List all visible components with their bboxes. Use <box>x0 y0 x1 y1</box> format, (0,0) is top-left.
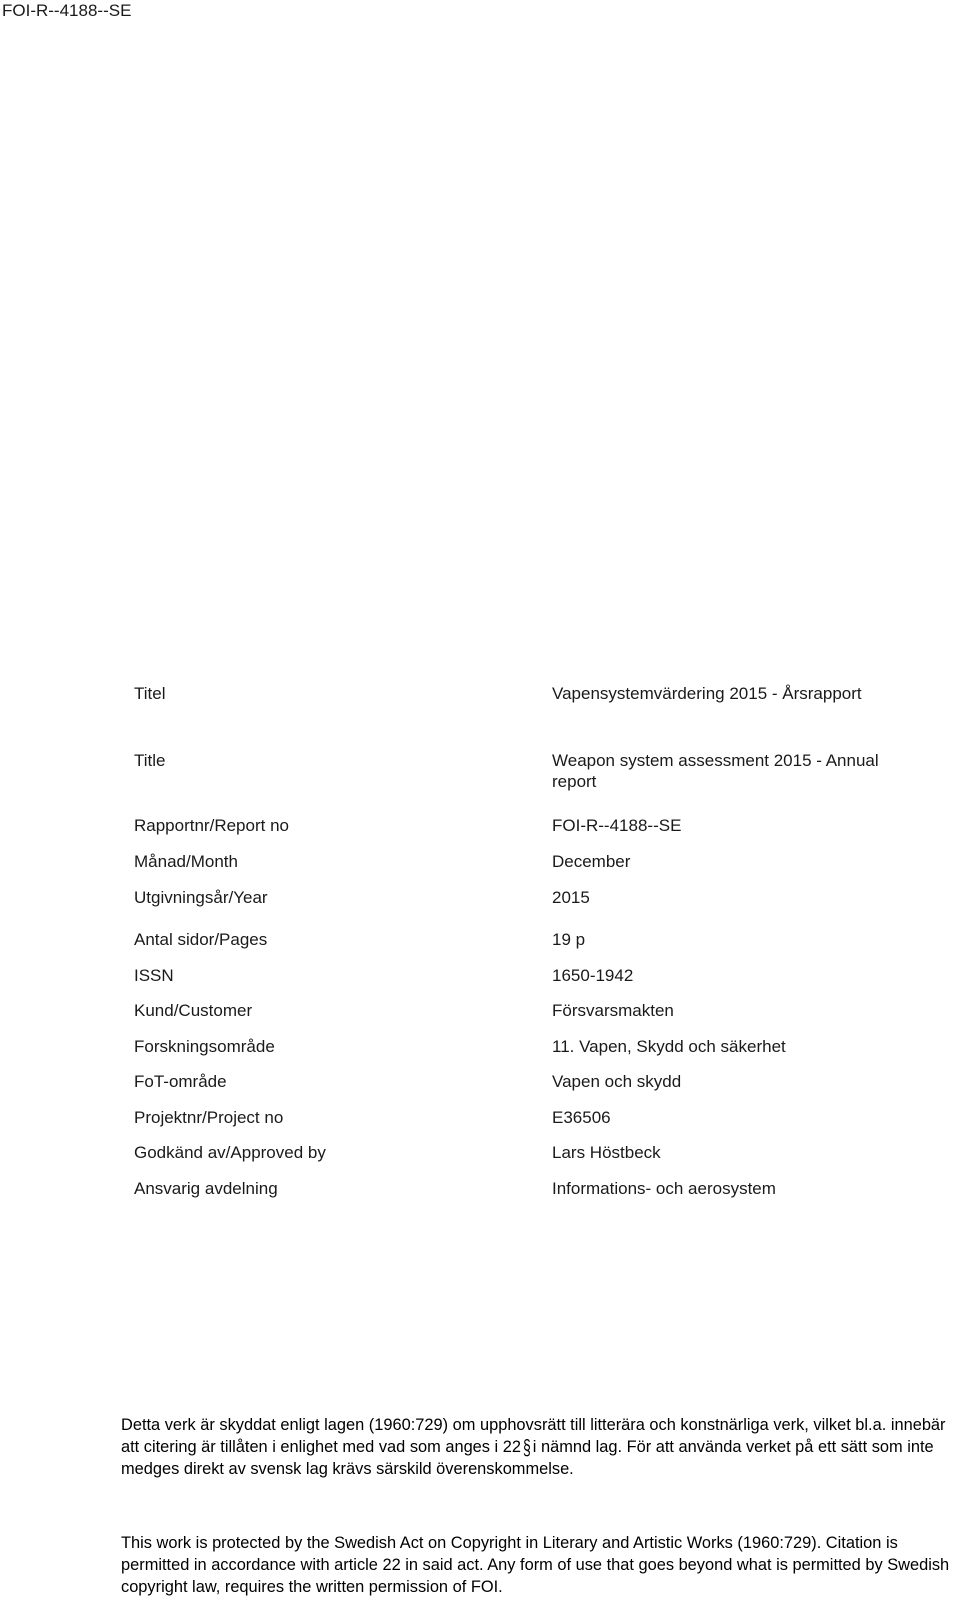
label-pages: Antal sidor/Pages <box>134 930 268 949</box>
label-month: Månad/Month <box>134 852 238 871</box>
label-report-no: Rapportnr/Report no <box>134 816 289 835</box>
label-department: Ansvarig avdelning <box>134 1179 278 1198</box>
label-project-no: Projektnr/Project no <box>134 1108 284 1127</box>
value-approved-by: Lars Höstbeck <box>552 1143 661 1162</box>
value-month: December <box>552 852 631 871</box>
value-customer: Försvarsmakten <box>552 1001 674 1020</box>
value-research-area: 11. Vapen, Skydd och säkerhet <box>552 1037 786 1056</box>
value-department: Informations- och aerosystem <box>552 1179 776 1198</box>
label-issn: ISSN <box>134 966 174 985</box>
copyright-swedish-part1: Detta verk är skyddat enligt lagen (1960:729) om upphovsrätt till litterära och konstnärliga verk, vilket bl.a. innebär att citering är tillåten i enlighet med vad som anges i 22 <box>121 1416 946 1456</box>
label-customer: Kund/Customer <box>134 1001 253 1020</box>
value-pages: 19 p <box>552 930 586 949</box>
label-titel: Titel <box>134 684 166 703</box>
copyright-notice-swedish <box>121 1414 957 1480</box>
label-year: Utgivningsår/Year <box>134 888 268 907</box>
label-approved-by: Godkänd av/Approved by <box>134 1143 326 1162</box>
value-year: 2015 <box>552 888 590 907</box>
value-report-no: FOI-R--4188--SE <box>552 816 682 835</box>
report-id-header: FOI-R--4188--SE <box>2 1 132 20</box>
value-titel: Vapensystemvärdering 2015 - Årsrapport <box>552 684 862 703</box>
value-project-no: E36506 <box>552 1108 611 1127</box>
value-title: Weapon system assessment 2015 - Annual report <box>552 751 879 791</box>
value-issn: 1650-1942 <box>552 966 634 985</box>
copyright-swedish-part2: i nämnd lag. För att använda verket på ett sätt som inte medges direkt av svensk lag krävs särskild överenskommelse. <box>121 1438 934 1478</box>
label-research-area: Forskningsområde <box>134 1037 275 1056</box>
label-title: Title <box>134 751 166 770</box>
value-fot-area: Vapen och skydd <box>552 1072 682 1091</box>
label-fot-area: FoT-område <box>134 1072 227 1091</box>
copyright-notice-english: This work is protected by the Swedish Act on Copyright in Literary and Artistic Works (1960:729). Citation is permitted in accordance with article 22 in said act. Any form of use that goes beyond what is permitted by Swedish copyright law, requires the written permission of FOI. <box>121 1534 950 1596</box>
section-sign-icon: § <box>522 1435 531 1459</box>
